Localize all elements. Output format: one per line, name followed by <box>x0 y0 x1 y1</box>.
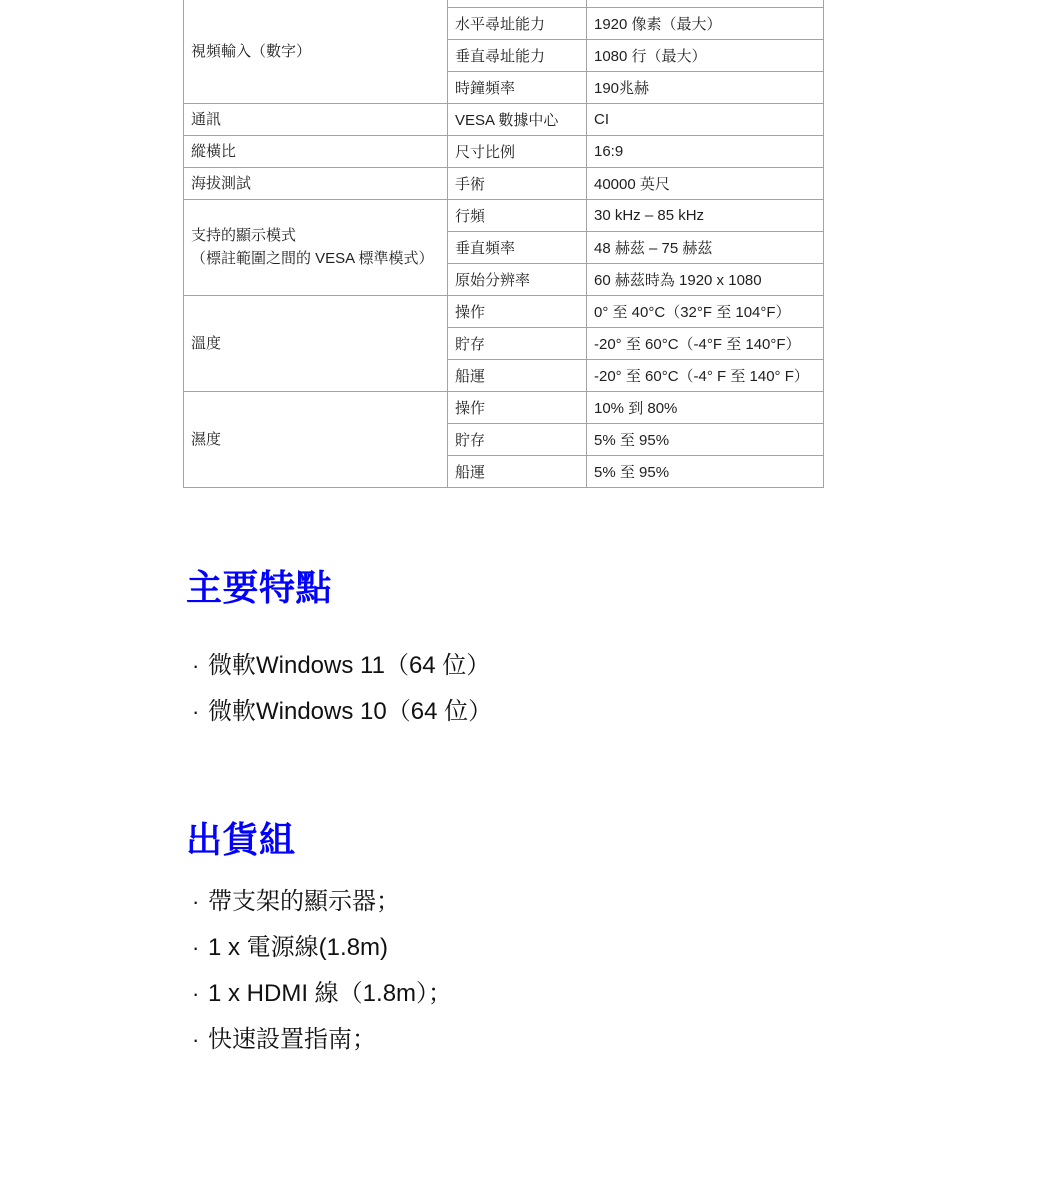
bullet-icon: · <box>192 981 200 1006</box>
table-row <box>184 199 824 231</box>
list-item-text: 帶支架的顯示器； <box>208 888 400 915</box>
list-item <box>192 698 492 726</box>
bullet-icon: · <box>192 699 200 724</box>
bullet-icon: · <box>192 653 200 678</box>
spec-group-label-line1: 溫度 <box>191 334 222 352</box>
spec-name-cell: 水平尋址能力 <box>448 7 587 39</box>
spec-group-label-line1: 海拔測試 <box>191 174 252 192</box>
key-features-heading: 主要特點 <box>186 567 333 608</box>
spec-value-cell: 40000 英尺 <box>587 167 824 199</box>
spec-value-cell: 30 kHz – 85 kHz <box>587 199 824 231</box>
key-features-list <box>186 652 492 726</box>
spec-value-cell: -20° 至 60°C（-4°F 至 140°F） <box>587 327 824 359</box>
spec-name-cell: 船運 <box>448 359 587 391</box>
table-row <box>184 391 824 423</box>
list-item <box>192 888 452 916</box>
spec-value-cell: CI <box>587 103 824 135</box>
spec-name-cell: 時鐘頻率 <box>448 71 587 103</box>
list-item-text: 快速設置指南； <box>208 1026 376 1053</box>
spec-group-label-line1: 濕度 <box>191 430 222 448</box>
spec-name-cell: 垂直頻率 <box>448 231 587 263</box>
spec-value-cell: -20° 至 60°C（-4° F 至 140° F） <box>587 359 824 391</box>
spec-group-label <box>184 103 448 135</box>
spec-value-cell: 16:9 <box>587 135 824 167</box>
list-item <box>192 934 452 962</box>
spec-group-label <box>184 295 448 391</box>
list-item-text: 1 x 電源線(1.8m) <box>208 934 389 961</box>
spec-group-label-line1: 縱橫比 <box>191 142 237 160</box>
spec-name-cell: 行頻 <box>448 199 587 231</box>
bullet-icon: · <box>192 935 200 960</box>
key-features-section <box>186 566 492 744</box>
spec-group-label-line2: （標註範圍之間的 VESA 標準模式） <box>191 250 434 267</box>
spec-value-cell: 0° 至 40°C（32°F 至 104°F） <box>587 295 824 327</box>
spec-table-container <box>183 0 824 488</box>
spec-group-label <box>184 391 448 487</box>
list-item <box>192 652 492 680</box>
spec-name-cell <box>448 0 587 7</box>
spec-value-cell <box>587 0 824 7</box>
spec-value-cell: 48 赫茲 – 75 赫茲 <box>587 231 824 263</box>
list-item-text: 微軟Windows 11（64 位） <box>208 652 491 679</box>
spec-name-cell: 貯存 <box>448 423 587 455</box>
spec-name-cell: 貯存 <box>448 327 587 359</box>
list-item <box>192 980 452 1008</box>
spec-value-cell: 10% 到 80% <box>587 391 824 423</box>
spec-name-cell: VESA 數據中心 <box>448 103 587 135</box>
spec-table <box>183 0 824 488</box>
spec-group-label-line1: 支持的顯示模式 <box>191 227 297 244</box>
spec-name-cell: 尺寸比例 <box>448 135 587 167</box>
spec-name-cell: 原始分辨率 <box>448 263 587 295</box>
spec-group-label <box>184 0 448 103</box>
spec-group-label <box>184 135 448 167</box>
spec-name-cell: 操作 <box>448 391 587 423</box>
list-item-text: 1 x HDMI 線（1.8m）； <box>208 980 453 1007</box>
bullet-icon: · <box>192 889 200 914</box>
table-row <box>184 135 824 167</box>
spec-value-cell: 1920 像素（最大） <box>587 7 824 39</box>
spec-group-label-line1: 視頻輸入（數字） <box>191 42 312 60</box>
spec-value-cell: 5% 至 95% <box>587 455 824 487</box>
shipping-kit-list <box>186 888 452 1054</box>
shipping-kit-section <box>186 818 452 1072</box>
spec-value-cell: 60 赫茲時為 1920 x 1080 <box>587 263 824 295</box>
spec-group-label <box>184 199 448 295</box>
table-row <box>184 0 824 7</box>
table-row <box>184 103 824 135</box>
table-row <box>184 295 824 327</box>
spec-group-label-line1: 通訊 <box>191 110 222 128</box>
spec-value-cell: 5% 至 95% <box>587 423 824 455</box>
spec-value-cell: 190兆赫 <box>587 71 824 103</box>
spec-table-body <box>184 0 824 487</box>
spec-name-cell: 垂直尋址能力 <box>448 39 587 71</box>
list-item-text: 微軟Windows 10（64 位） <box>208 698 493 725</box>
spec-name-cell: 手術 <box>448 167 587 199</box>
spec-group-label <box>184 167 448 199</box>
spec-name-cell: 操作 <box>448 295 587 327</box>
spec-value-cell: 1080 行（最大） <box>587 39 824 71</box>
table-row <box>184 167 824 199</box>
bullet-icon: · <box>192 1027 200 1052</box>
shipping-kit-heading: 出貨組 <box>186 819 296 860</box>
spec-name-cell: 船運 <box>448 455 587 487</box>
list-item <box>192 1026 452 1054</box>
